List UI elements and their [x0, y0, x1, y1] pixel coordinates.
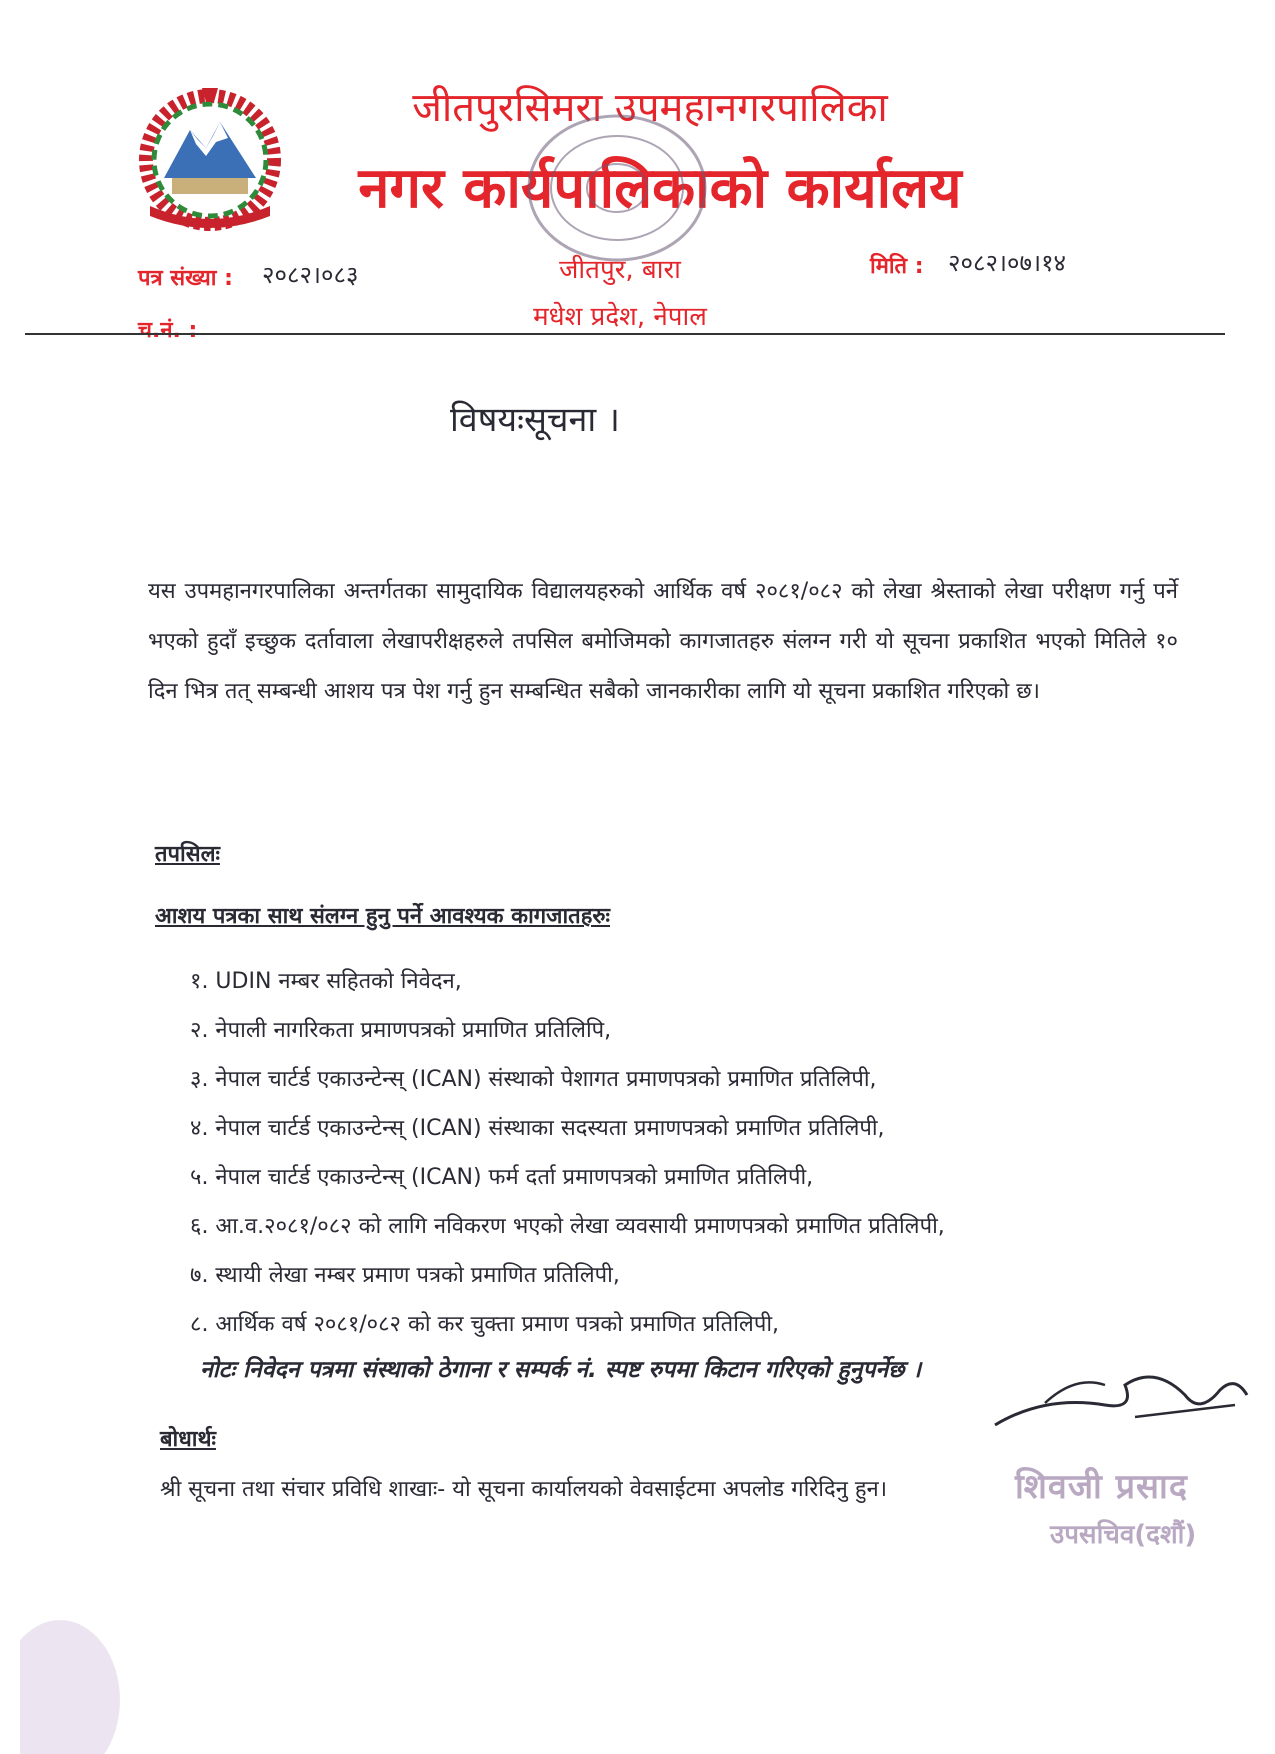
cc-heading: बोधार्थः [160, 1427, 216, 1452]
date-value: २०८२।०७।१४ [948, 249, 1067, 277]
list-item: १. UDIN नम्बर सहितको निवेदन, [190, 969, 462, 994]
header-divider [25, 333, 1225, 335]
address-line-1: जीतपुर, बारा [559, 255, 681, 285]
signature-icon [985, 1355, 1255, 1455]
office-seal-icon [522, 108, 712, 268]
list-item: ८. आर्थिक वर्ष २०८१/०८२ को कर चुक्ता प्रमाण पत्रको प्रमाणित प्रतिलिपी, [190, 1312, 780, 1337]
date-label: मिति : [870, 254, 924, 279]
nepal-emblem-icon [120, 82, 300, 232]
list-item: २. नेपाली नागरिकता प्रमाणपत्रको प्रमाणित प्रतिलिपि, [190, 1018, 612, 1043]
address-line-2: मधेश प्रदेश, नेपाल [533, 302, 707, 332]
letter-no-value: २०८२।०८३ [262, 261, 359, 289]
list-item: ६. आ.व.२०८१/०८२ को लागि नविकरण भएको लेखा व्यवसायी प्रमाणपत्रको प्रमाणित प्रतिलिपी, [190, 1214, 945, 1239]
scan-smudge [20, 1600, 170, 1754]
note-text: नोटः निवेदन पत्रमा संस्थाको ठेगाना र सम्पर्क नं. स्पष्ट रुपमा किटान गरिएको हुनुपर्नेछ । [200, 1357, 922, 1383]
signatory-designation: उपसचिव(दशौं) [1050, 1520, 1197, 1550]
office-name: जीतपुरसिमरा उपमहानगरपालिका [412, 85, 888, 131]
documents-heading: आशय पत्रका साथ संलग्न हुनु पर्ने आवश्यक कागजातहरुः [155, 904, 611, 929]
notice-body: यस उपमहानगरपालिका अन्तर्गतका सामुदायिक विद्यालयहरुको आर्थिक वर्ष २०८१/०८२ को लेखा श्रेस्ताको लेखा परीक्षण गर्नु पर्ने भएको हुदाँ इच्छुक दर्तावाला लेखापरीक्षहरुले तपसिल बमोजिमको कागजातहरु संलग्न गरी यो सूचना प्रकाशित भएको मितिले १० दिन भित्र तत् सम्बन्धी आशय पत्र पेश गर्नु हुन सम्बन्धित सबैको जानकारीका लागि यो सूचना प्रकाशित गरिएको छ। [148, 579, 1178, 704]
cc-text: श्री सूचना तथा संचार प्रविधि शाखाः- यो सूचना कार्यालयको वेवसाईटमा अपलोड गरिदिनु हुन। [160, 1477, 888, 1502]
dispatch-no-label: च.नं. : [138, 318, 198, 343]
list-item: ५. नेपाल चार्टर्ड एकाउन्टेन्स् (ICAN) फर्म दर्ता प्रमाणपत्रको प्रमाणित प्रतिलिपी, [190, 1165, 814, 1190]
signatory-name: शिवजी प्रसाद [1015, 1467, 1188, 1507]
schedule-heading: तपसिलः [155, 842, 220, 867]
documents-list [190, 965, 1190, 1357]
list-item: ४. नेपाल चार्टर्ड एकाउन्टेन्स् (ICAN) संस्थाका सदस्यता प्रमाणपत्रको प्रमाणित प्रतिलिपी, [190, 1116, 885, 1141]
office-title: नगर कार्यपालिकाको कार्यालय [358, 156, 962, 221]
letter-no-label: पत्र संख्या : [138, 266, 233, 291]
list-item: ७. स्थायी लेखा नम्बर प्रमाण पत्रको प्रमाणित प्रतिलिपी, [190, 1263, 620, 1288]
list-item: ३. नेपाल चार्टर्ड एकाउन्टेन्स् (ICAN) संस्थाको पेशागत प्रमाणपत्रको प्रमाणित प्रतिलिपी, [190, 1067, 877, 1092]
subject-line: विषयःसूचना । [450, 400, 620, 440]
